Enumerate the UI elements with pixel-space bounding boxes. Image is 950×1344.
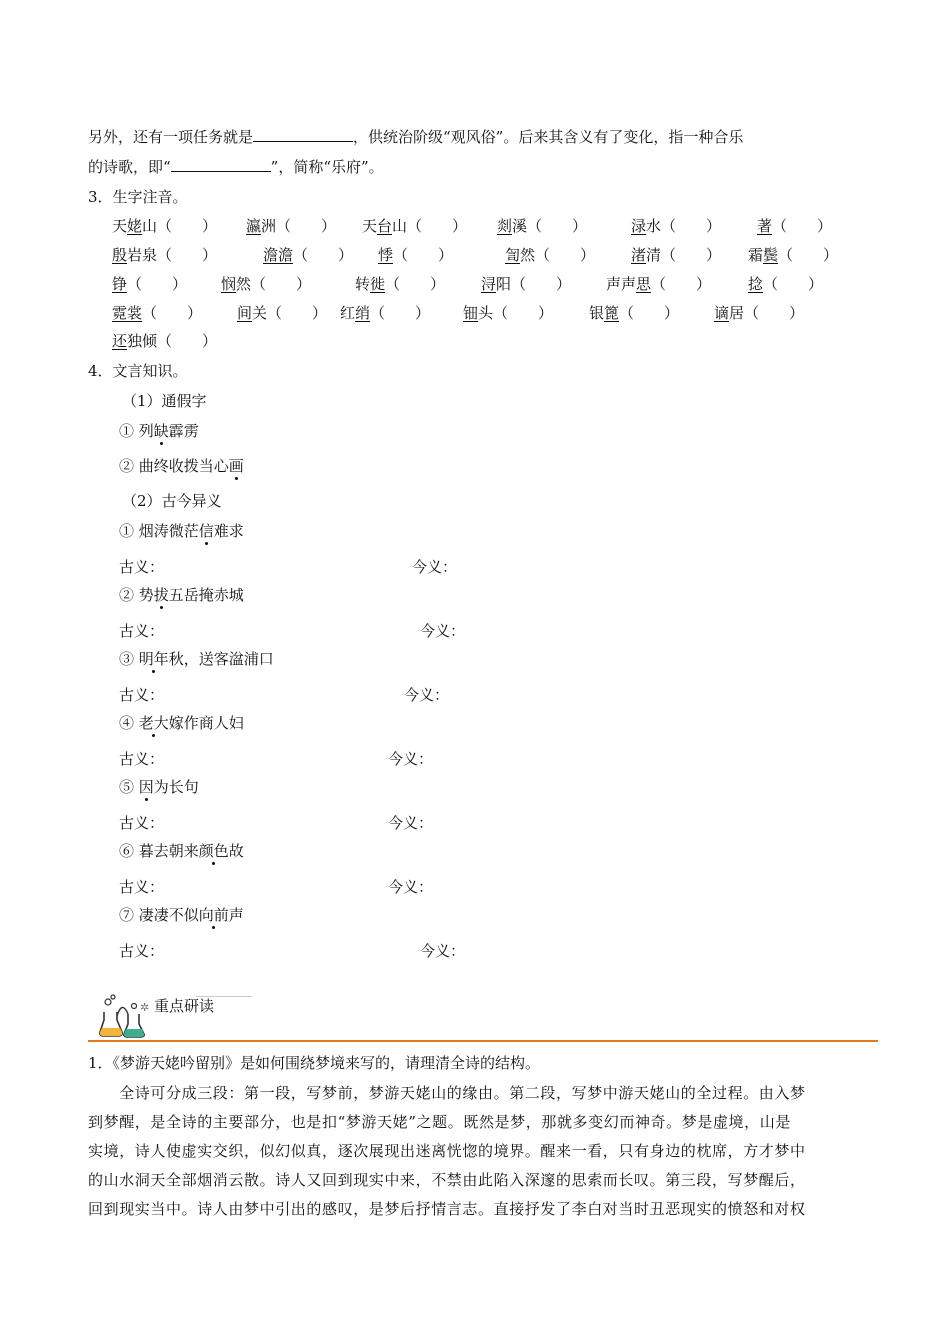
pinyin-item: 訇然（ ）: [505, 246, 596, 264]
q4-title: 4．文言知识。: [88, 362, 188, 380]
pinyin-item: 渌水（ ）: [631, 217, 722, 235]
pinyin-item: 悯然（ ）: [221, 275, 312, 293]
pinyin-item: 铮（ ）: [112, 275, 188, 293]
gu-yi-label: 古义：: [119, 558, 165, 576]
pinyin-item: 间关（ ）: [237, 304, 328, 322]
jin-yi-label: 今义：: [412, 558, 458, 576]
gu-yi-label: 古义：: [119, 750, 165, 768]
pinyin-item: 瀛洲（ ）: [246, 217, 337, 235]
gujin-item: ⑤ 因为长句: [119, 778, 199, 796]
jin-yi-label: 今义：: [420, 942, 466, 960]
tongjia-item-2: ② 曲终收拨当心画: [119, 457, 244, 475]
answer-line: 全诗可分成三段：第一段，写梦前，梦游天姥山的缘由。第二段，写梦中游天姥山的全过程。由入梦: [88, 1084, 806, 1102]
pinyin-item: 殷岩泉（ ）: [112, 246, 218, 264]
answer-line: 到梦醒，是全诗的主要部分，也是扣“梦游天姥”之题。既然是梦，那就多变幻而神奇。梦是虚境，山是: [88, 1113, 791, 1131]
gujin-item: ③ 明年秋，送客湓浦口: [119, 650, 274, 668]
pinyin-item: 转徙（ ）: [355, 275, 446, 293]
sub-heading-gujin: （2）古今异义: [122, 492, 222, 510]
intro-line-2: 的诗歌，即“ ”，简称“乐府”。: [88, 158, 384, 176]
sub-heading-tongjia: （1）通假字: [122, 392, 207, 410]
section-title: ✲ 重点研读: [140, 997, 215, 1015]
pinyin-item: 剡溪（ ）: [497, 217, 588, 235]
pinyin-item: 还独倾（ ）: [112, 332, 218, 350]
pinyin-item: 钿头（ ）: [463, 304, 554, 322]
sparkle-icon: ✲: [140, 1001, 150, 1014]
gu-yi-label: 古义：: [119, 622, 165, 640]
gu-yi-label: 古义：: [119, 686, 165, 704]
jin-yi-label: 今义：: [404, 686, 450, 704]
pinyin-item: 霜鬓（ ）: [748, 246, 839, 264]
gu-yi-label: 古义：: [119, 878, 165, 896]
study-question-1: 1．《梦游天姥吟留别》是如何围绕梦境来写的，请理清全诗的结构。: [88, 1054, 541, 1072]
gu-yi-label: 古义：: [119, 942, 165, 960]
tongjia-item-1: ① 列缺霹雳: [119, 422, 199, 440]
gu-yi-label: 古义：: [119, 814, 165, 832]
pinyin-item: 著（ ）: [757, 217, 833, 235]
pinyin-item: 谪居（ ）: [714, 304, 805, 322]
fill-blank[interactable]: [253, 127, 353, 142]
pinyin-item: 霓裳（ ）: [112, 304, 203, 322]
fill-blank[interactable]: [171, 157, 271, 172]
answer-line: 回到现实当中。诗人由梦中引出的感叹，是梦后抒情言志。直接抒发了李白对当时丑恶现实的愤怒和对权: [88, 1200, 806, 1218]
answer-line: 的山水洞天全部烟消云散。诗人又回到现实中来，不禁由此陷入深邃的思索而长叹。第三段，写梦醒后，: [88, 1171, 806, 1189]
gujin-item: ① 烟涛微茫信难求: [119, 522, 244, 540]
gujin-item: ⑦ 凄凄不似向前声: [119, 906, 244, 924]
gujin-item: ⑥ 暮去朝来颜色故: [119, 842, 244, 860]
title-divider: [196, 996, 252, 997]
intro-line-1: 另外，还有一项任务就是 ，供统治阶级“观风俗”。后来其含义有了变化，指一种合乐: [88, 128, 744, 146]
gujin-item: ④ 老大嫁作商人妇: [119, 714, 244, 732]
pinyin-item: 捻（ ）: [748, 275, 824, 293]
pinyin-item: 澹澹（ ）: [263, 246, 354, 264]
pinyin-item: 悸（ ）: [378, 246, 454, 264]
jin-yi-label: 今义：: [388, 814, 434, 832]
gujin-item: ② 势拔五岳掩赤城: [119, 586, 244, 604]
pinyin-item: 银篦（ ）: [589, 304, 680, 322]
jin-yi-label: 今义：: [388, 878, 434, 896]
pinyin-item: 渚清（ ）: [631, 246, 722, 264]
q3-title: 3．生字注音。: [88, 188, 188, 206]
section-rule: [88, 1040, 878, 1042]
pinyin-item: 天台山（ ）: [362, 217, 468, 235]
pinyin-item: 浔阳（ ）: [481, 275, 572, 293]
jin-yi-label: 今义：: [420, 622, 466, 640]
pinyin-item: 声声思（ ）: [606, 275, 712, 293]
jin-yi-label: 今义：: [388, 750, 434, 768]
pinyin-item: 红绡（ ）: [340, 304, 431, 322]
pinyin-item: 天姥山（ ）: [112, 217, 218, 235]
answer-line: 实境，诗人使虚实交织，似幻似真，逐次展现出迷离恍惚的境界。醒来一看，只有身边的枕席，方才梦中: [88, 1142, 806, 1160]
